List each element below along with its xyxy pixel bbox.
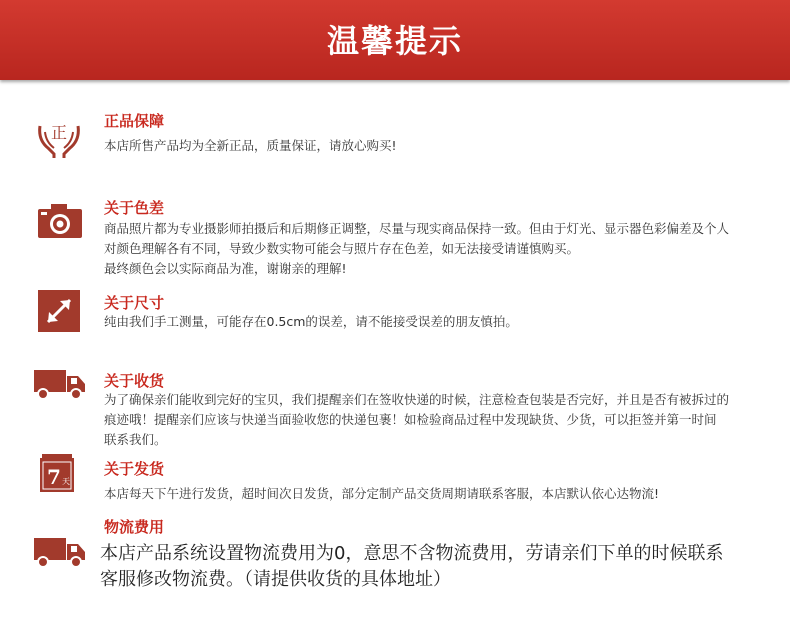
section-text: 本店所售产品均为全新正品，质量保证，请放心购买! xyxy=(104,138,397,153)
section-text: 为了确保亲们能收到完好的宝贝，我们提醒亲们在签收快递的时候，注意检查包装是否完好，并且是否有被拆过的 痕迹哦！提醒亲们应该与快递当面验收您的快递包裹！如检验商品过程中发现缺货、少货，可以拒签并第一时间 联系我们。 xyxy=(104,392,730,447)
delivery-truck-icon xyxy=(34,370,86,400)
section-title: 物流费用 xyxy=(104,518,165,536)
section-text: 纯由我们手工测量，可能存在0.5cm的误差，请不能接受误差的朋友慎拍。 xyxy=(104,314,518,329)
section-text: 本店每天下午进行发货，超时间次日发货，部分定制产品交货周期请联系客服，本店默认依心达物流! xyxy=(104,486,660,501)
section-text: 商品照片都为专业摄影师拍摄后和后期修正调整，尽量与现实商品保持一致。但由于灯光、显示器色彩偏差及个人 对颜色理解各有不同，导致少数实物可能会与照片存在色差，如无法接受请谨慎购买。 最终颜色会以实际商品为准，谢谢亲的理解! xyxy=(104,221,730,276)
svg-text:天: 天 xyxy=(62,477,70,486)
section-title: 关于发货 xyxy=(104,460,165,478)
camera-icon xyxy=(37,203,83,239)
calendar-7-days-icon xyxy=(40,454,76,492)
svg-text:正: 正 xyxy=(50,123,68,142)
resize-arrow-icon xyxy=(38,290,80,332)
shipping-truck-icon xyxy=(34,538,86,568)
section-title: 关于收货 xyxy=(104,372,165,390)
section-title: 关于色差 xyxy=(104,199,165,217)
svg-text:7: 7 xyxy=(47,465,61,489)
section-text: 本店产品系统设置物流费用为0，意思不含物流费用，劳请亲们下单的时候联系 客服修改物流费。（请提供收货的具体地址） xyxy=(100,543,724,590)
page-title: 温馨提示 xyxy=(326,22,463,60)
section-title: 关于尺寸 xyxy=(104,294,165,312)
section-title: 正品保障 xyxy=(104,112,165,130)
header-banner xyxy=(0,0,790,80)
genuine-hands-icon xyxy=(36,118,82,160)
